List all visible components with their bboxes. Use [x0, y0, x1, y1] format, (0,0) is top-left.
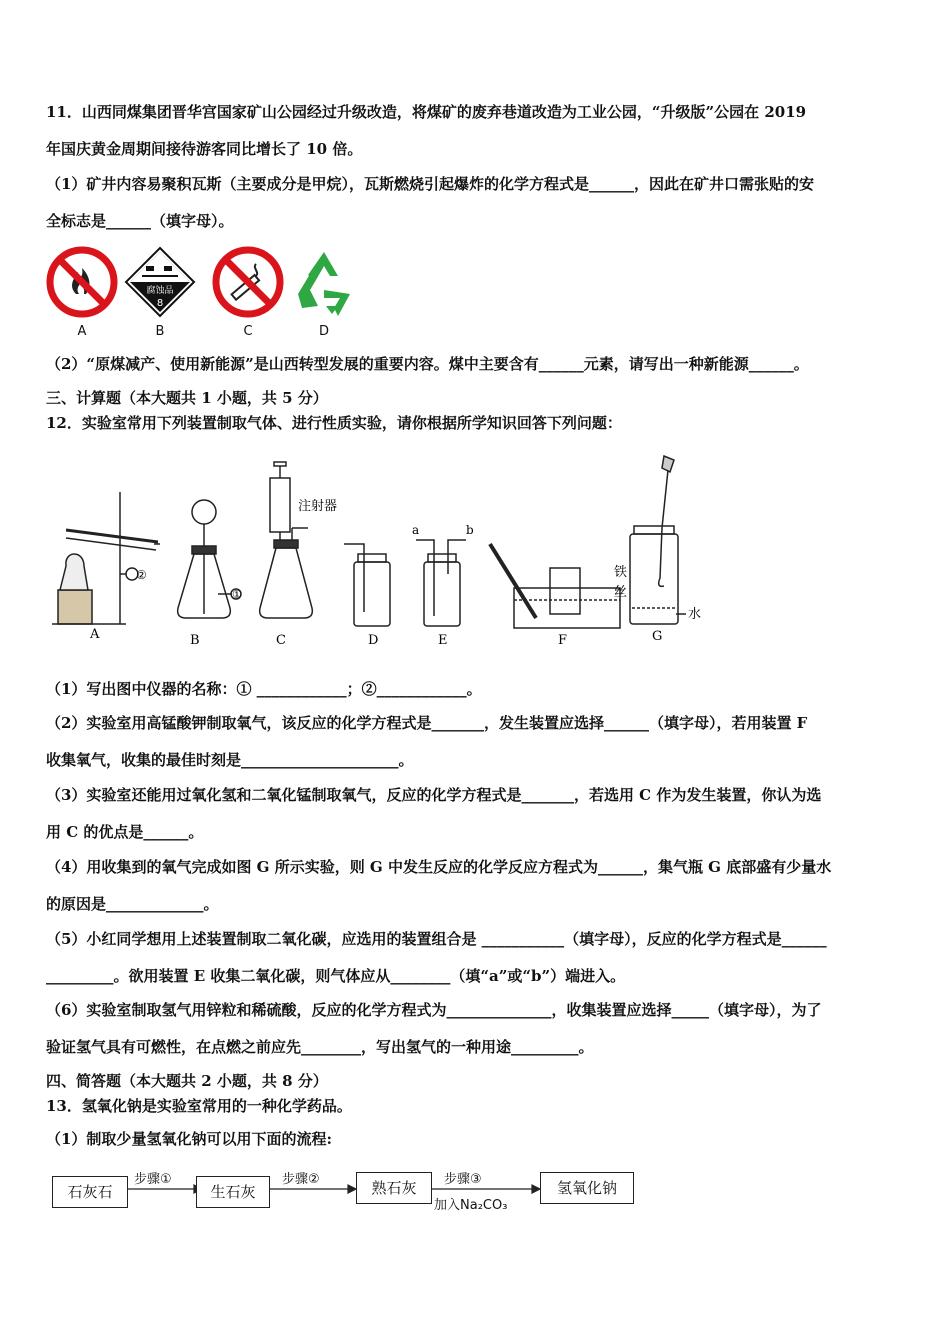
flow-step3: 步骤③ [444, 1172, 482, 1187]
label-syringe: 注射器 [298, 499, 338, 514]
q12-part3-line1: （3）实验室还能用过氧化氢和二氧化锰制取氧气，反应的化学方程式是_______，若选用 C 作为发生装置，你认为选 [46, 786, 822, 804]
flow-box-naoh: 氢氧化钠 [540, 1172, 634, 1204]
label-a: a [412, 523, 420, 537]
app-f-delivery-tube [490, 544, 536, 618]
sign-a [46, 246, 118, 342]
sign-a-label: A [77, 324, 87, 339]
q12-part3-line2: 用 C 的优点是______。 [46, 823, 204, 841]
apparatus-label-b: B [190, 633, 200, 648]
corrosive-text: 腐蚀品 [146, 286, 174, 296]
label-iron: 铁 [614, 565, 628, 580]
q13-stem: 13．氢氧化钠是实验室常用的一种化学药品。 [46, 1097, 352, 1115]
app-c-syringe [270, 478, 290, 532]
q11-line1: 11．山西同煤集团晋华宫国家矿山公园经过升级改造，将煤矿的废弃巷道改造为工业公园，“升级版”公园在 2019 [46, 103, 807, 121]
label-b: b [466, 523, 474, 537]
safety-signs [46, 246, 366, 346]
app-b-funnel [192, 500, 216, 524]
label-1: ① [232, 588, 242, 601]
app-a-lamp [60, 554, 88, 590]
app-g-bottle [630, 534, 678, 624]
app-e-bottle [424, 562, 460, 626]
label-water: 水 [688, 607, 702, 622]
label-wire: 丝 [614, 585, 628, 600]
app-d-bottle [354, 562, 390, 626]
label-2: ② [136, 568, 147, 582]
app-e-tube-a [416, 540, 434, 616]
q12-part2-line2: 收集氧气，收集的最佳时刻是_____________________。 [46, 751, 414, 769]
flow-step2: 步骤② [282, 1172, 320, 1187]
app-a-block [58, 590, 92, 624]
flow-box-slaked-lime: 熟石灰 [356, 1172, 432, 1204]
sign-b [124, 246, 196, 342]
apparatus-label-g: G [652, 629, 663, 644]
sign-c-label: C [243, 324, 253, 339]
corrosive-icon [124, 246, 196, 318]
q12-part1: （1）写出图中仪器的名称：① ____________；②____________。 [46, 680, 482, 698]
q13-part1: （1）制取少量氢氧化钠可以用下面的流程: [46, 1130, 332, 1148]
lab-apparatus-figure [46, 448, 726, 653]
sign-b-label: B [155, 324, 165, 339]
sign-d [288, 246, 360, 342]
q12-part6-line1: （6）实验室制取氢气用锌粒和稀硫酸，反应的化学方程式为______________，收集装置应选择_____（填字母），为了 [46, 1001, 822, 1019]
flow-box-limestone: 石灰石 [52, 1176, 128, 1208]
apparatus-label-c: C [276, 633, 286, 648]
no-smoking-icon [212, 246, 284, 318]
section-4-title: 四、简答题（本大题共 2 小题，共 8 分） [46, 1072, 328, 1090]
corrosive-number: 8 [156, 298, 164, 309]
sign-c [212, 246, 284, 342]
recycle-icon [288, 246, 360, 318]
sign-d-label: D [318, 324, 329, 339]
app-g-iron-wire [659, 528, 664, 586]
flow-step1: 步骤① [134, 1172, 172, 1187]
app-e-tube-b [448, 540, 466, 574]
app-g-wire-holder [662, 470, 668, 528]
flow-box-quicklime: 生石灰 [196, 1176, 270, 1208]
app-c-flask [260, 548, 313, 618]
no-fire-icon [46, 246, 118, 318]
apparatus-label-d: D [368, 633, 379, 648]
q11-part1-line1: （1）矿井内容易聚积瓦斯（主要成分是甲烷），瓦斯燃烧引起爆炸的化学方程式是______，因此在矿井口需张贴的安 [46, 175, 814, 193]
q12-part5-line1: （5）小红同学想用上述装置制取二氧化碳，应选用的装置组合是 ___________（填字母），反应的化学方程式是______ [46, 930, 827, 948]
section-3-title: 三、计算题（本大题共 1 小题，共 5 分） [46, 389, 328, 407]
apparatus-label-e: E [438, 633, 448, 648]
naoh-flow-diagram [46, 1162, 666, 1222]
q12-stem: 12．实验室常用下列装置制取气体、进行性质实验，请你根据所学知识回答下列问题： [46, 414, 622, 432]
q12-part2-line1: （2）实验室用高锰酸钾制取氧气，该反应的化学方程式是_______，发生装置应选择______（填字母），若用装置 F [46, 714, 808, 732]
q11-part1-line2: 全标志是______（填字母）。 [46, 212, 234, 230]
q12-part4-line2: 的原因是_____________。 [46, 895, 219, 913]
q11-line2: 年国庆黄金周期间接待游客同比增长了 10 倍。 [46, 140, 363, 158]
q12-part6-line2: 验证氢气具有可燃性，在点燃之前应先________，写出氢气的一种用途_________。 [46, 1038, 594, 1056]
q11-part2: （2）“原煤减产、使用新能源”是山西转型发展的重要内容。煤中主要含有______元素，请写出一种新能源______。 [46, 355, 809, 373]
q12-part4-line1: （4）用收集到的氧气完成如图 G 所示实验，则 G 中发生反应的化学反应方程式为______，集气瓶 G 底部盛有少量水 [46, 858, 832, 876]
apparatus-label-f: F [558, 633, 568, 648]
apparatus-label-a: A [90, 627, 100, 642]
flow-step3-sub: 加入Na₂CO₃ [434, 1198, 508, 1213]
q12-part5-line2: _________。欲用装置 E 收集二氧化碳，则气体应从________（填“a”或“b”）端进入。 [46, 967, 626, 985]
app-f-collect-bottle [550, 568, 580, 614]
